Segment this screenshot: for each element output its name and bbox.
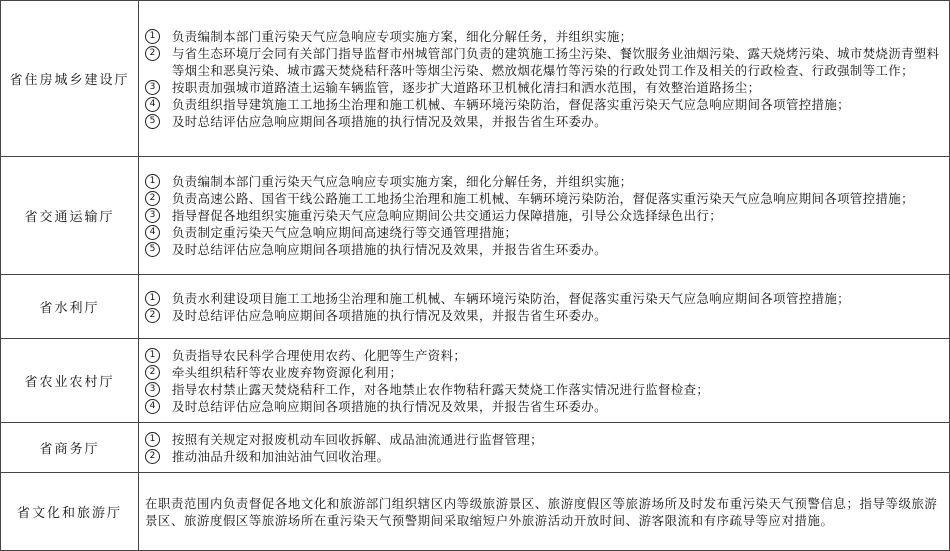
duties-cell [139, 157, 950, 275]
duty-text: 指导农村禁止露天焚烧秸秆工作，对各地禁止农作物秸秆露天焚烧工作落实情况进行监督检查； [172, 381, 710, 397]
circled-number: 2 [145, 365, 160, 380]
circled-number: 4 [145, 399, 160, 414]
table-row [1, 423, 950, 473]
duty-text: 负责指导农民科学合理使用农药、化肥等生产资料； [172, 347, 467, 363]
duty-text: 按照有关规定对报废机动车回收拆解、成品油流通进行监督管理； [172, 431, 543, 447]
duty-item [143, 347, 945, 364]
duty-text: 及时总结评估应急响应期间各项措施的执行情况及效果，并报告省生环委办。 [172, 307, 607, 323]
circled-number: 1 [145, 348, 160, 363]
duty-text: 指导督促各地组织实施重污染天气应急响应期间公共交通运力保障措施，引导公众选择绿色出行； [172, 208, 722, 223]
duty-item [143, 173, 945, 190]
duty-item [143, 241, 945, 258]
duties-cell [139, 1, 950, 157]
duty-text: 负责水利建设项目施工工地扬尘治理和施工机械、车辆环境污染防治，督促落实重污染天气应急响应期间各项管控措施； [172, 290, 850, 306]
table-row [1, 275, 950, 339]
department-cell: 省交通运输厅 [1, 157, 139, 275]
circled-number: 1 [145, 432, 160, 447]
duty-item [143, 96, 945, 113]
circled-number: 2 [145, 449, 160, 464]
duty-text: 及时总结评估应急响应期间各项措施的执行情况及效果，并报告省生环委办。 [172, 113, 607, 129]
duty-item [143, 364, 945, 381]
circled-number: 1 [145, 174, 160, 189]
department-cell: 省农业农村厅 [1, 339, 139, 423]
department-cell: 省文化和旅游厅 [1, 473, 139, 551]
duty-item [143, 431, 945, 448]
duty-text: 负责高速公路、国省干线公路施工工地扬尘治理和施工机械、车辆环境污染防治，督促落实重污染天气应急响应期间各项管控措施； [172, 191, 914, 206]
department-cell: 省商务厅 [1, 423, 139, 473]
duty-item [143, 207, 945, 224]
circled-number: 3 [145, 382, 160, 397]
table-row [1, 473, 950, 551]
duty-text: 牵头组织秸秆等农业废弃物资源化利用； [172, 364, 403, 380]
table-row [1, 1, 950, 157]
department-cell: 省水利厅 [1, 275, 139, 339]
duty-text: 与省生态环境厅会同有关部门指导监督市州城管部门负责的建筑施工扬尘污染、餐饮服务业油烟污染、露天烧烤污染、城市焚烧沥青塑料等烟尘和恶臭污染、城市露天焚烧秸秆落叶等烟尘污染、燃放烟花爆竹等污染的行政处罚工作及相关的行政检查、行政强制等工作； [172, 45, 940, 78]
duties-cell [139, 473, 950, 551]
duties-cell [139, 339, 950, 423]
duty-item [143, 113, 945, 130]
duty-item [143, 307, 945, 324]
duties-cell [139, 423, 950, 473]
duty-text: 及时总结评估应急响应期间各项措施的执行情况及效果，并报告省生环委办。 [172, 242, 607, 257]
duty-text: 负责编制本部门重污染天气应急响应专项实施方案，细化分解任务，并组织实施； [172, 28, 633, 44]
duties-cell [139, 275, 950, 339]
table-row [1, 157, 950, 275]
circled-number: 2 [145, 46, 160, 61]
duty-text: 及时总结评估应急响应期间各项措施的执行情况及效果，并报告省生环委办。 [172, 398, 607, 414]
duty-item [143, 79, 945, 96]
duty-item [143, 381, 945, 398]
duty-item [143, 398, 945, 415]
duty-text: 负责制定重污染天气应急响应期间高速绕行等交通管理措施； [172, 225, 518, 240]
duty-item [143, 224, 945, 241]
circled-number: 4 [145, 225, 160, 240]
circled-number: 3 [145, 80, 160, 95]
duty-item [143, 290, 945, 307]
duty-text: 按职责加强城市道路渣土运输车辆监管，逐步扩大道路环卫机械化清扫和洒水范围，有效整治道路扬尘； [172, 79, 761, 95]
duty-item [143, 28, 945, 45]
circled-number: 1 [145, 291, 160, 306]
circled-number: 5 [145, 114, 160, 129]
duty-text: 推动油品升级和加油站油气回收治理。 [172, 448, 390, 464]
duty-text: 负责组织指导建筑施工工地扬尘治理和施工机械、车辆环境污染防治，督促落实重污染天气应急响应期间各项管控措施； [172, 96, 850, 112]
circled-number: 2 [145, 191, 160, 206]
circled-number: 1 [145, 29, 160, 44]
circled-number: 4 [145, 97, 160, 112]
duty-text: 负责编制本部门重污染天气应急响应专项实施方案，细化分解任务，并组织实施； [172, 174, 633, 189]
circled-number: 5 [145, 242, 160, 257]
table-row [1, 339, 950, 423]
duty-item [143, 45, 945, 79]
circled-number: 2 [145, 308, 160, 323]
circled-number: 3 [145, 208, 160, 223]
duty-item [143, 448, 945, 465]
duty-item [143, 190, 945, 207]
department-cell: 省住房城乡建设厅 [1, 1, 139, 157]
duty-paragraph: 在职责范围内负责督促各地文化和旅游部门组织辖区内等级旅游景区、旅游度假区等旅游场所及时发布重污染天气预警信息；指导等级旅游景区、旅游度假区等旅游场所在重污染天气预警期间采取缩短户外旅游活动开放时间、游客限流和有序疏导等应对措施。 [145, 495, 938, 528]
